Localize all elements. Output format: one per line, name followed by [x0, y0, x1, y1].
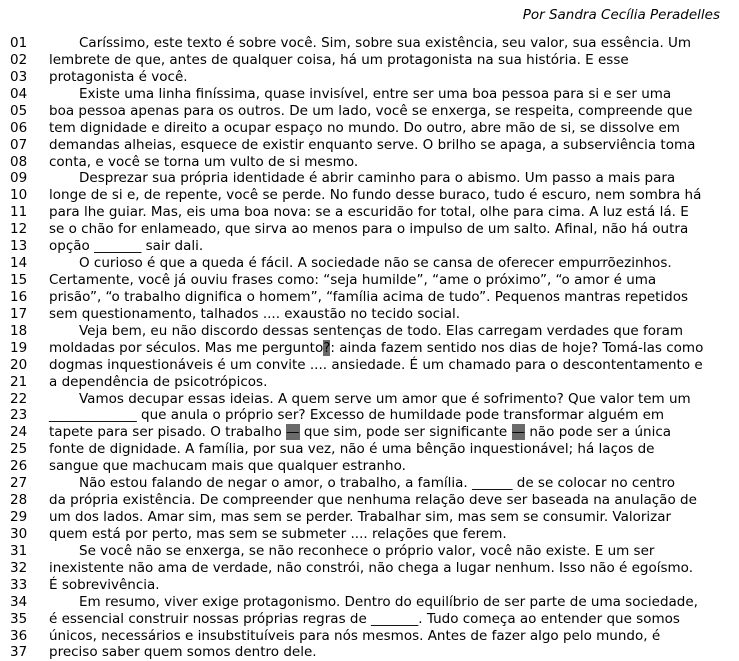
text-segment: lembrete de que, antes de qualquer coisa, há um protagonista na sua história. E esse — [49, 51, 629, 68]
highlighted-mark: — — [511, 424, 526, 441]
line-text — [49, 475, 720, 492]
text-line — [0, 611, 739, 628]
line-text — [49, 255, 720, 272]
text-segment: longe de si e, de repente, você se perde. No fundo desse buraco, tudo é escuro, nem sombra há — [49, 187, 702, 204]
text-line — [0, 577, 739, 594]
line-number: 25 — [10, 441, 28, 458]
line-text — [49, 289, 720, 306]
line-number: 32 — [10, 559, 28, 576]
line-text — [49, 560, 720, 577]
line-number: 03 — [10, 68, 28, 85]
line-number: 04 — [10, 85, 28, 102]
highlighted-mark: — — [286, 424, 300, 441]
author-byline: Por Sandra Cecília Peradelles — [522, 7, 720, 23]
line-text — [49, 340, 720, 357]
line-number: 19 — [10, 339, 28, 356]
text-segment: tem dignidade e direito a ocupar espaço no mundo. Do outro, abre mão de si, se dissolve em — [49, 119, 680, 136]
line-number: 34 — [10, 593, 28, 610]
text-segment: demandas alheias, esquece de existir enquanto serve. O brilho se apaga, a subserviência toma — [49, 136, 696, 153]
line-text — [49, 238, 720, 255]
line-number: 31 — [10, 542, 28, 559]
line-number: 18 — [10, 322, 28, 339]
line-text — [49, 594, 720, 611]
text-line — [0, 323, 739, 340]
text-line — [0, 492, 739, 509]
line-text — [49, 526, 720, 543]
text-segment: dogmas inquestionáveis é um convite .... ansiedade. É um chamado para o descontentamento e — [49, 356, 703, 373]
text-segment: da própria existência. De compreender que nenhuma relação deve ser baseada na anulação de — [49, 492, 697, 509]
text-line — [0, 475, 739, 492]
line-number: 24 — [10, 424, 28, 441]
text-segment: é essencial construir nossas próprias regras de _______. Tudo começa ao entender que somos — [49, 610, 680, 627]
line-text — [49, 391, 720, 408]
text-segment: preciso saber quem somos dentro dele. — [49, 644, 317, 661]
text-segment: se o chão for enlameado, que sirva ao menos para o impulso de um salto. Afinal, não há outra — [49, 221, 689, 238]
highlighted-mark: ? — [323, 339, 331, 356]
text-segment: prisão”, “o trabalho dignifica o homem”, “família acima de tudo”. Pequenos mantras repetidos — [49, 288, 689, 305]
line-text — [49, 407, 720, 424]
line-number: 23 — [10, 407, 28, 424]
line-number: 22 — [10, 390, 28, 407]
text-segment: a dependência de psicotrópicos. — [49, 373, 268, 390]
text-line — [0, 221, 739, 238]
line-number: 27 — [10, 475, 28, 492]
line-text — [49, 137, 720, 154]
line-number: 13 — [10, 238, 28, 255]
text-line — [0, 204, 739, 221]
text-segment: Caríssimo, este texto é sobre você. Sim, sobre sua existência, seu valor, sua essência. Um — [79, 35, 692, 51]
line-number: 26 — [10, 458, 28, 475]
line-number: 17 — [10, 305, 28, 322]
line-text — [49, 306, 720, 323]
line-number: 30 — [10, 525, 28, 542]
text-line — [0, 340, 739, 357]
text-segment: Vamos decupar essas ideias. A quem serve um amor que é sofrimento? Que valor tem um — [79, 390, 691, 407]
text-line — [0, 391, 739, 408]
line-text — [49, 69, 720, 86]
text-segment: quem está por perto, mas sem se submeter .... relações que ferem. — [49, 525, 507, 542]
text-segment: que sim, pode ser significante — [303, 424, 508, 441]
line-text — [49, 374, 720, 391]
line-text — [49, 272, 720, 289]
text-segment: É sobrevivência. — [49, 576, 160, 593]
line-text — [49, 424, 720, 441]
line-text — [49, 221, 720, 238]
text-segment: Em resumo, viver exige protagonismo. Dentro do equilíbrio de ser parte de uma sociedade, — [79, 593, 698, 610]
line-text — [49, 357, 720, 374]
text-line — [0, 289, 739, 306]
text-line — [0, 255, 739, 272]
line-number: 12 — [10, 221, 28, 238]
line-number: 35 — [10, 610, 28, 627]
line-text — [49, 154, 720, 171]
line-text — [49, 611, 720, 628]
text-line — [0, 526, 739, 543]
line-number: 16 — [10, 288, 28, 305]
text-segment: Existe uma linha finíssima, quase invisível, entre ser uma boa pessoa para si e ser uma — [79, 85, 672, 102]
text-segment: para lhe guiar. Mas, eis uma boa nova: se a escuridão for total, olhe para cima. A luz está lá. E — [49, 204, 689, 221]
text-line — [0, 103, 739, 120]
text-line — [0, 35, 739, 52]
text-line — [0, 424, 739, 441]
text-segment: fonte de dignidade. A família, por sua vez, não é uma bênção inquestionável; há laços de — [49, 441, 655, 458]
text-segment: tapete para ser pisado. O trabalho — [49, 424, 282, 441]
text-segment: Não estou falando de negar o amor, o trabalho, a família. ______ de se colocar no centro — [79, 475, 675, 492]
text-line — [0, 137, 739, 154]
text-segment: um dos lados. Amar sim, mas sem se perder. Trabalhar sim, mas sem se consumir. Valorizar — [49, 509, 672, 526]
line-text — [49, 441, 720, 458]
line-text — [49, 35, 720, 52]
line-number: 11 — [10, 204, 28, 221]
text-line — [0, 543, 739, 560]
line-number: 05 — [10, 102, 28, 119]
text-segment: Veja bem, eu não discordo dessas sentenças de todo. Elas carregam verdades que foram — [79, 322, 684, 339]
line-number: 28 — [10, 492, 28, 509]
line-number: 36 — [10, 627, 28, 644]
text-segment: boa pessoa apenas para os outros. De um lado, você se enxerga, se respeita, compreende que — [49, 102, 693, 119]
line-number: 10 — [10, 187, 28, 204]
line-number: 37 — [10, 644, 28, 661]
line-number: 01 — [10, 35, 28, 51]
text-segment: O curioso é que a queda é fácil. A sociedade não se cansa de oferecer empurrõezinhos. — [79, 255, 672, 272]
text-segment: únicos, necessários e insubstituíveis para nós mesmos. Antes de fazer algo pelo mundo, é — [49, 627, 661, 644]
line-number: 07 — [10, 136, 28, 153]
text-line — [0, 154, 739, 171]
line-number: 15 — [10, 272, 28, 289]
line-text — [49, 543, 720, 560]
line-text — [49, 204, 720, 221]
line-text — [49, 323, 720, 340]
line-number: 29 — [10, 509, 28, 526]
text-line — [0, 238, 739, 255]
line-number: 20 — [10, 356, 28, 373]
text-segment: moldadas por séculos. Mas me pergunto — [49, 339, 324, 356]
text-line — [0, 560, 739, 577]
text-line — [0, 357, 739, 374]
text-line — [0, 52, 739, 69]
text-line — [0, 272, 739, 289]
text-line — [0, 509, 739, 526]
text-segment: Desprezar sua própria identidade é abrir caminho para o abismo. Um passo a mais para — [79, 170, 676, 187]
text-segment: : ainda fazem sentido nos dias de hoje? Tomá-las como — [330, 339, 704, 356]
text-line — [0, 441, 739, 458]
text-line — [0, 407, 739, 424]
line-text — [49, 120, 720, 137]
line-number: 14 — [10, 255, 28, 272]
text-line — [0, 306, 739, 323]
line-text — [49, 492, 720, 509]
line-text — [49, 509, 720, 526]
text-segment: _____________ que anula o próprio ser? Excesso de humildade pode transformar alguém em — [49, 407, 665, 424]
line-text — [49, 458, 720, 475]
text-line — [0, 594, 739, 611]
text-segment: sem questionamento, talhados .... exaustão no tecido social. — [49, 305, 461, 322]
line-number: 06 — [10, 119, 28, 136]
text-segment: Certamente, você já ouviu frases como: “seja humilde”, “ame o próximo”, “o amor é uma — [49, 272, 657, 289]
text-segment: opção _______ sair dali. — [49, 238, 204, 255]
text-segment: não pode ser a única — [529, 424, 672, 441]
text-line — [0, 120, 739, 137]
text-line — [0, 170, 739, 187]
line-text — [49, 187, 720, 204]
line-number: 09 — [10, 170, 28, 187]
line-text — [49, 577, 720, 594]
line-text — [49, 170, 720, 187]
text-line — [0, 86, 739, 103]
line-text — [49, 628, 720, 645]
text-line — [0, 187, 739, 204]
line-text — [49, 103, 720, 120]
text-line — [0, 628, 739, 645]
line-number: 33 — [10, 576, 28, 593]
text-segment: protagonista é você. — [49, 68, 188, 85]
line-number: 08 — [10, 153, 28, 170]
text-segment: inexistente não ama de verdade, não constrói, não chega a lugar nenhum. Isso não é egoísmo. — [49, 559, 693, 576]
line-text — [49, 52, 720, 69]
line-number: 21 — [10, 373, 28, 390]
text-segment: sangue que machucam mais que qualquer estranho. — [49, 458, 406, 475]
text-line — [0, 458, 739, 475]
text-line — [0, 644, 739, 661]
line-number: 02 — [10, 51, 28, 68]
text-line — [0, 374, 739, 391]
text-segment: Se você não se enxerga, se não reconhece o próprio valor, você não existe. E um ser — [79, 542, 655, 559]
line-text — [49, 86, 720, 103]
line-text — [49, 644, 720, 661]
text-line — [0, 69, 739, 86]
text-segment: conta, e você se torna um vulto de si mesmo. — [49, 153, 359, 170]
